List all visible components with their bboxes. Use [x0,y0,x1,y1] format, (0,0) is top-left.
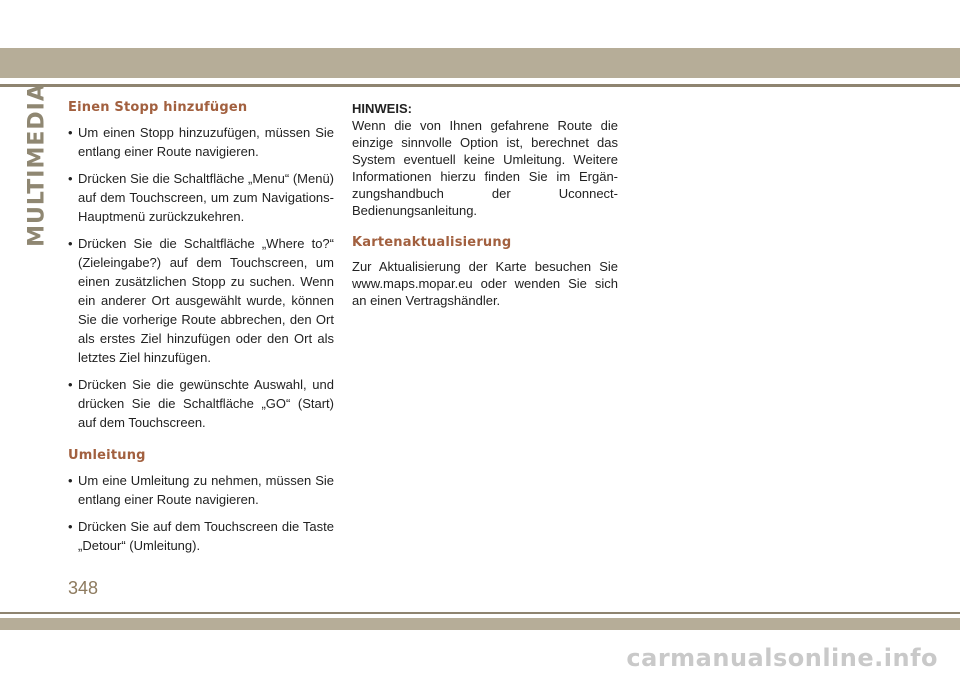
bottom-band [0,618,960,630]
top-rule [0,84,960,87]
stop-heading: Einen Stopp hinzufügen [68,100,248,115]
right-column [352,100,618,319]
page-number: 348 [68,578,99,598]
list-item: • Um einen Stopp hinzuzufügen, müssen Sie entlang einer Route navigieren. [68,123,334,161]
section-side-tab [24,83,50,247]
detour-heading: Umleitung [68,448,146,463]
detour-list [68,471,334,555]
list-item: • Um eine Umleitung zu nehmen, müssen Sie entlang einer Route navigieren. [68,471,334,509]
bottom-rule [0,612,960,614]
watermark-text: carmanualsonline.info [626,644,938,672]
list-item: • Drücken Sie die Schaltfläche „Menu“ (Menü) auf dem Touchscreen, um zum Navigations-Hauptmenü zurückzukehren. [68,169,334,226]
left-column [68,100,334,563]
note-title: HINWEIS: [352,101,412,116]
stop-list [68,123,334,432]
top-band [0,48,960,78]
map-update-text: Zur Aktualisierung der Karte besuchen Sie www.maps.mopar.eu oder wenden Sie sich an einen Vertragshändler. [352,259,618,308]
map-update-heading: Kartenaktualisierung [352,235,512,250]
list-item: • Drücken Sie die gewünschte Auswahl, und drücken Sie die Schaltfläche „GO“ (Start) auf dem Touchscreen. [68,375,334,432]
list-item: • Drücken Sie auf dem Touchscreen die Taste „Detour“ (Umleitung). [68,517,334,555]
note-text: Wenn die von Ihnen gefahrene Route die einzige sinnvolle Option ist, berechnet das System eventuell keine Umleitung. Weitere Informationen hierzu finden Sie im Ergän-zungshandbuch der Uconnect-Bedienungsanleitung. [352,118,618,218]
side-tab-label: MULTIMEDIA [24,83,50,247]
list-item: • Drücken Sie die Schaltfläche „Where to?“ (Zieleingabe?) auf dem Touchscreen, um einen zusätzlichen Stopp zu suchen. Wenn ein anderer Ort ausgewählt wurde, können Sie die vorherige Route abbrechen, den Ort als erstes Ziel hinzufügen oder den Ort als letztes Ziel hinzufügen. [68,234,334,367]
